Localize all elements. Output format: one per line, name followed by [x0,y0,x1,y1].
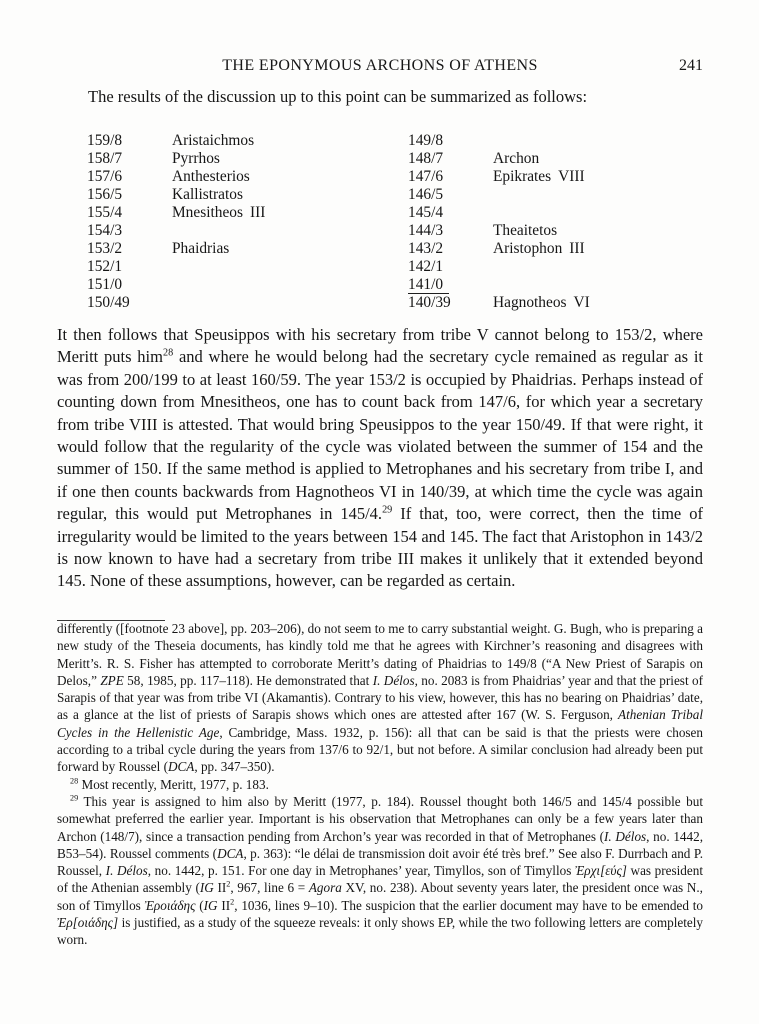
archon-name: Theaitetos [493,222,558,239]
year-text: 156/5 [87,186,123,203]
year-text: 153/2 [87,240,123,257]
text-run: ZPE [100,672,124,688]
table-row [87,258,265,276]
table-row [87,294,265,312]
year-text: 155/4 [87,204,123,221]
year-text: 140/39 [408,294,451,311]
year-text: 150/49 [87,294,130,311]
table-row [87,150,265,168]
archon-table [57,132,703,318]
text-run: II [217,897,231,913]
year-text: 143/2 [408,240,444,257]
table-row [408,150,590,168]
table-row [408,132,590,150]
year-cell [408,204,493,222]
year-text: 159/8 [87,132,123,149]
archon-name: Archon [493,150,540,167]
year-cell [87,186,172,204]
footnote [57,620,703,776]
body-paragraph [57,324,703,593]
page-number: 241 [679,57,703,74]
footnote [57,776,703,793]
text-run: Agora [308,880,342,896]
year-text: 151/0 [87,276,123,293]
year-text: 144/3 [408,222,444,239]
text-run: It then follows that Speusippos with his secretary from tribe V cannot belong to 153/2, where Meritt puts him [57,325,703,367]
text-run: I. Délos [604,828,647,844]
text-run: , 967, line 6 = [230,880,309,896]
year-text: 142/1 [408,258,444,275]
table-row [408,186,590,204]
intro-paragraph: The results of the discussion up to this point can be summarized as follows: [88,87,588,106]
table-row [408,168,590,186]
table-row [87,240,265,258]
year-text: 141/0 [408,276,449,294]
text-run: I. Délos [372,672,415,688]
text-run: was president of the Athenian assembly ( [57,863,703,896]
archon-name: Phaidrias [172,240,230,257]
running-head [57,57,703,75]
table-row [408,258,590,276]
year-cell [87,222,172,240]
year-cell [87,240,172,258]
year-text: 148/7 [408,150,444,167]
table-row [408,204,590,222]
text-run: , no. 2083 is from Phaidrias’ year and that the priest of Sarapis of that year was from tribe VI (Akamantis). Contrary to his view, however, this has no bearing on Phaidrias’ date, as a glance at the list of priests of Sarapis shows which ones are attested after 167 (W. S. Ferguson, [57,672,703,723]
archon-name: Aristophon [493,240,563,257]
text-run: , Cambridge, Mass. 1932, p. 156): all that can be said is that the priests were chosen according to a tribal cycle during the years from 137/6 to 92/1, but not before. A similar conclusion had already been put forward by Roussel ( [57,724,703,775]
text-run: ( [195,897,204,913]
archon-name: Pyrrhos [172,150,220,167]
year-cell [408,132,493,150]
text-run: This year is assigned to him also by Meritt (1977, p. 184). Roussel thought both 146/5 and 145/4 possible but somewhat preferred the earlier year. Important is his observation that Metrophanes can only be a few years later than Archon (148/7), since a transaction pending from Archon’s year was recorded in that of Metrophanes ( [57,793,703,844]
text-run: Ἐρχι[εύς] [574,863,627,879]
archon-numeral: III [569,240,585,257]
year-cell [87,204,172,222]
text-run: differently ([footnote 23 above], pp. 203–206), do not seem to me to carry substantial weight. G. Bugh, who is preparing a new study of the Theseia documents, has kindly told me that he agrees with Kirchner’s reasoning and disagrees with Meritt’s. R. S. Fisher has attempted to corroborate Meritt’s dating of Phaidrias to 149/8 (“A New Priest of Sarapis on Delos,” [57,621,703,688]
text-run: , p. 363): “le délai de transmission doit avoir été très bref.” See also F. Durrbach and P. Roussel, [57,845,703,879]
text-run: Athenian Tribal Cycles in the Hellenistic Age [57,707,703,740]
footnotes-section [57,620,703,949]
year-text: 145/4 [408,204,444,221]
year-cell [408,168,493,186]
table-row [87,204,265,222]
year-cell [408,240,493,258]
text-run: XV, no. 238). About seventy years later, the president once was N., son of Timyllos [57,880,703,913]
archon-name: Epikrates [493,168,552,185]
archon-name: Mnesitheos [172,204,243,221]
year-cell [408,150,493,168]
footnote-ref: 2 [230,897,235,907]
archon-name: Hagnotheos [493,294,567,311]
archon-table-column-right [408,132,590,312]
year-cell [87,132,172,150]
year-cell [408,222,493,240]
archon-name: Kallistratos [172,186,243,203]
text-run: and where he would belong had the secretary cycle remained as regular as it was from 200/199 to at least 160/59. The year 153/2 is occupied by Phaidrias. Perhaps instead of counting down from Mnesitheos, one has to count back from 147/6, for which year a secretary from tribe VIII is attested. That would bring Speusippos to the year 150/49. If that were right, it would follow that the regularity of the cycle was violated between the summer of 154 and the summer of 150. If the same method is applied to Metrophanes and his secretary from tribe I, and if one then counts backwards from Hagnotheos VI in 140/39, at which time the cycle was again regular, this would put Metrophanes in 145/4. [57,347,703,524]
year-text: 157/6 [87,168,123,185]
text-run: , no. 1442, p. 151. For one day in Metrophanes’ year, Timyllos, son of Timyllos [147,863,575,879]
year-cell [408,276,493,294]
year-cell [87,258,172,276]
year-cell [408,294,493,312]
page-title: THE EPONYMOUS ARCHONS OF ATHENS [222,57,538,74]
text-run: , 1036, lines 9–10). The suspicion that the earlier document may have to be emended to [234,897,703,913]
text-run: Ἐροιάδης [144,897,196,913]
text-run: Most recently, Meritt, 1977, p. 183. [78,776,269,792]
table-row [87,186,265,204]
year-cell [87,276,172,294]
text-run: , pp. 347–350). [194,759,275,775]
archon-numeral: III [249,204,266,221]
footnote-ref: 28 [162,347,174,359]
text-run: DCA [217,845,244,861]
archon-numeral: VIII [558,168,585,185]
year-text: 147/6 [408,168,444,185]
table-row [87,168,265,186]
year-text: 146/5 [408,186,444,203]
footnote-ref: 29 [382,504,393,516]
year-text: 149/8 [408,132,444,149]
year-text: 152/1 [87,258,123,275]
table-row [408,222,590,240]
table-row [408,240,590,258]
text-run: II [213,880,227,896]
footnote [57,793,703,949]
archon-name: Aristaichmos [172,132,255,149]
text-run: , no. 1442, B53–54). Roussel comments ( [57,828,703,861]
table-row [87,222,265,240]
footnote-ref: 2 [226,880,231,890]
text-run: If that, too, were correct, then the time of irregularity would be limited to the years between 154 and 145. The fact that Aristophon in 143/2 is now known to have had a secretary from tribe III makes it unlikely that it extended beyond 145. None of these assumptions, however, can be regarded as certain. [57,504,703,591]
table-row [408,276,590,294]
year-text: 154/3 [87,222,123,239]
text-run: I. Délos [105,863,148,879]
text-run: Ἐρ[οιάδης] [57,915,119,931]
text-run: IG [203,897,218,913]
text-run: is justified, as a study of the squeeze reveals: it only shows EP, while the two following letters are completely worn. [57,915,703,948]
text-run: IG [199,880,214,896]
year-text: 158/7 [87,150,123,167]
footnote-ref: 29 [70,793,79,803]
text-run: DCA [167,759,195,775]
year-cell [408,186,493,204]
year-cell [87,150,172,168]
table-row [408,294,590,312]
text-run: 58, 1985, pp. 117–118). He demonstrated that [123,672,373,688]
archon-name: Anthesterios [172,168,250,185]
table-row [87,132,265,150]
archon-numeral: VI [573,294,590,311]
year-cell [87,294,172,312]
archon-table-column-left [87,132,265,312]
year-cell [87,168,172,186]
year-cell [408,258,493,276]
footnote-ref: 28 [70,776,79,786]
table-row [87,276,265,294]
